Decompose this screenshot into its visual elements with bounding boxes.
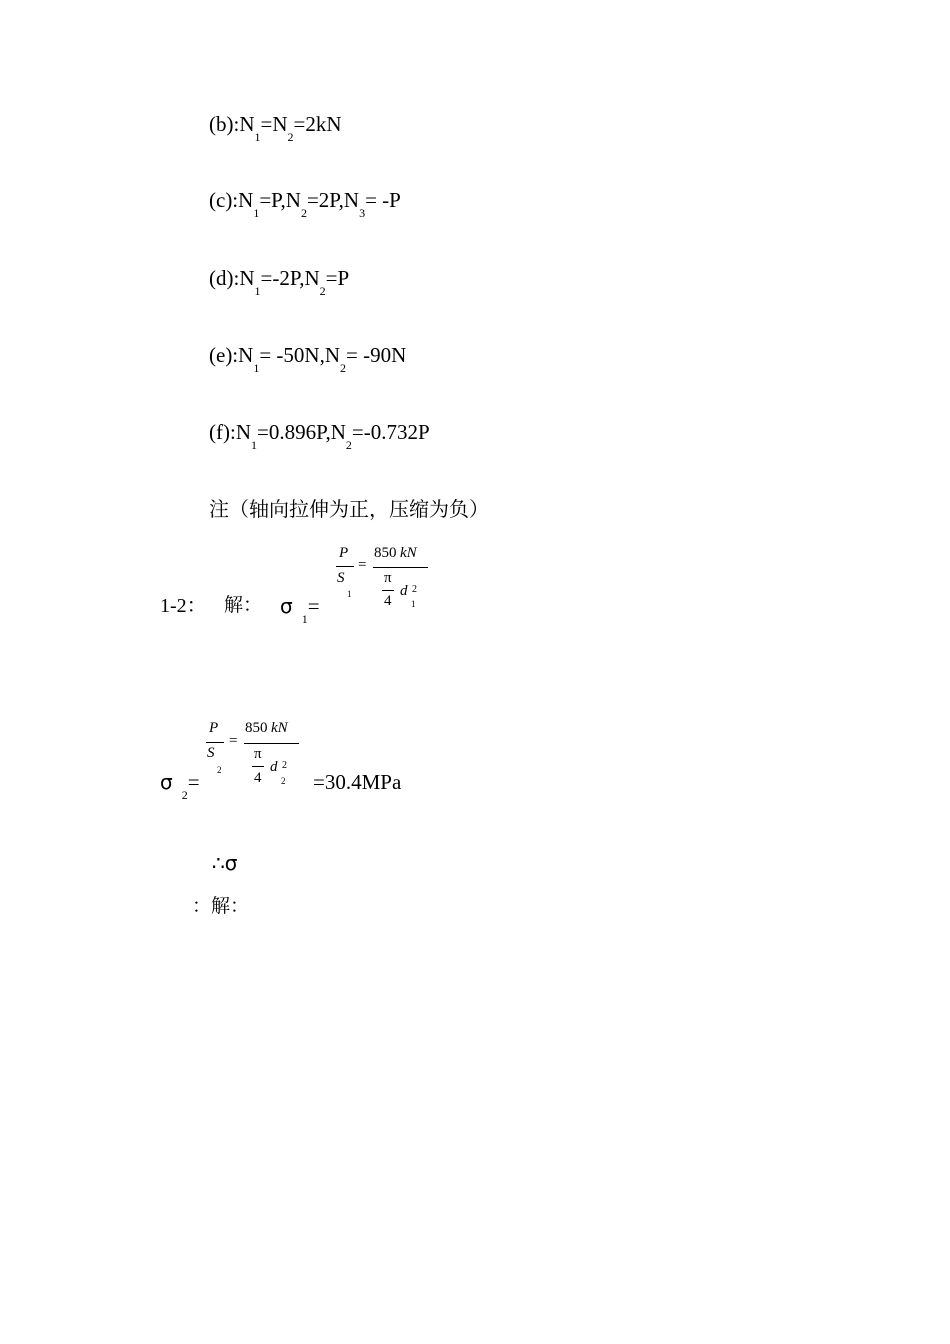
exponent: 2 [282,760,287,771]
result-line-d [209,266,350,298]
subscript: 2 [319,284,326,298]
subscript: 2 [345,438,352,452]
force-unit: kN [271,720,288,736]
area-symbol: S [337,570,345,586]
fraction-bar [206,742,224,743]
result-label: (e): [209,343,239,367]
fraction-bar [382,590,394,591]
text: =-2P,N [260,266,320,290]
sigma1-label [280,594,320,626]
text: = -90N [346,343,407,367]
fraction-bar [244,743,299,744]
sign-convention-note: 注（轴向拉伸为正，压缩为负） [209,497,489,521]
result-line-f [209,420,430,452]
text: N [235,420,251,444]
equals-sign: = [358,557,367,573]
pi-symbol: π [254,746,262,762]
result-label: (c): [209,188,239,212]
subscript: 1 [253,206,260,220]
fraction-bar [252,766,264,767]
sigma2-label [160,770,200,802]
pi-symbol: π [384,570,392,586]
sigma2-result: =30.4MPa [313,770,402,794]
subscript: 1 [251,438,257,452]
subscript: 1 [254,130,261,144]
subscript: 3 [359,206,366,220]
text: =2P,N [306,188,360,212]
result-line-e [209,343,407,375]
equals-sign: = [229,733,238,749]
result-label: (f): [209,420,236,444]
sigma-symbol: σ [160,770,173,794]
text: =2kN [293,112,342,136]
diameter-symbol: d [400,583,408,599]
text: N [239,266,255,290]
subscript: 1 [301,612,308,626]
subscript: 2 [287,130,294,144]
fraction-bar [336,566,354,567]
problem-number: 1-2： [160,595,207,617]
subscript: 2 [217,765,222,775]
subscript: 1 [253,361,260,375]
force-symbol: P [339,545,349,561]
fraction-bar [373,567,428,568]
subscript: 1 [347,589,352,599]
text: N [238,188,254,212]
result-line-b [209,112,342,144]
denominator: 4 [384,593,392,609]
diameter-symbol: d [270,759,278,775]
text: =0.896P,N [257,420,346,444]
text: =P,N [259,188,301,212]
text: N [239,112,255,136]
subscript: 1 [411,599,416,609]
text: =-0.732P [351,420,430,444]
force-unit: kN [400,545,417,561]
force-value: 850 [374,545,397,561]
sigma-symbol: σ [280,594,293,618]
therefore-line: ∴σ [212,851,238,875]
next-solve-label: ：解： [192,895,250,917]
denominator: 4 [254,770,262,786]
area-symbol: S [207,745,215,761]
result-label: (d): [209,266,240,290]
text: = -P [365,188,401,212]
subscript: 2 [340,361,346,375]
subscript: 2 [281,776,286,786]
equals-sign: = [307,594,320,618]
subscript: 2 [300,206,307,220]
text: N [238,343,254,367]
text: = -50N,N [259,343,340,367]
subscript: 2 [181,788,188,802]
result-line-c [209,188,401,220]
equals-sign: = [187,770,200,794]
force-value: 850 [245,720,268,736]
text: =P [325,266,350,290]
subscript: 1 [254,284,261,298]
result-label: (b): [209,112,240,136]
force-symbol: P [209,720,219,736]
solve-label: 解： [224,594,263,616]
exponent: 2 [412,584,417,595]
text: =N [260,112,288,136]
